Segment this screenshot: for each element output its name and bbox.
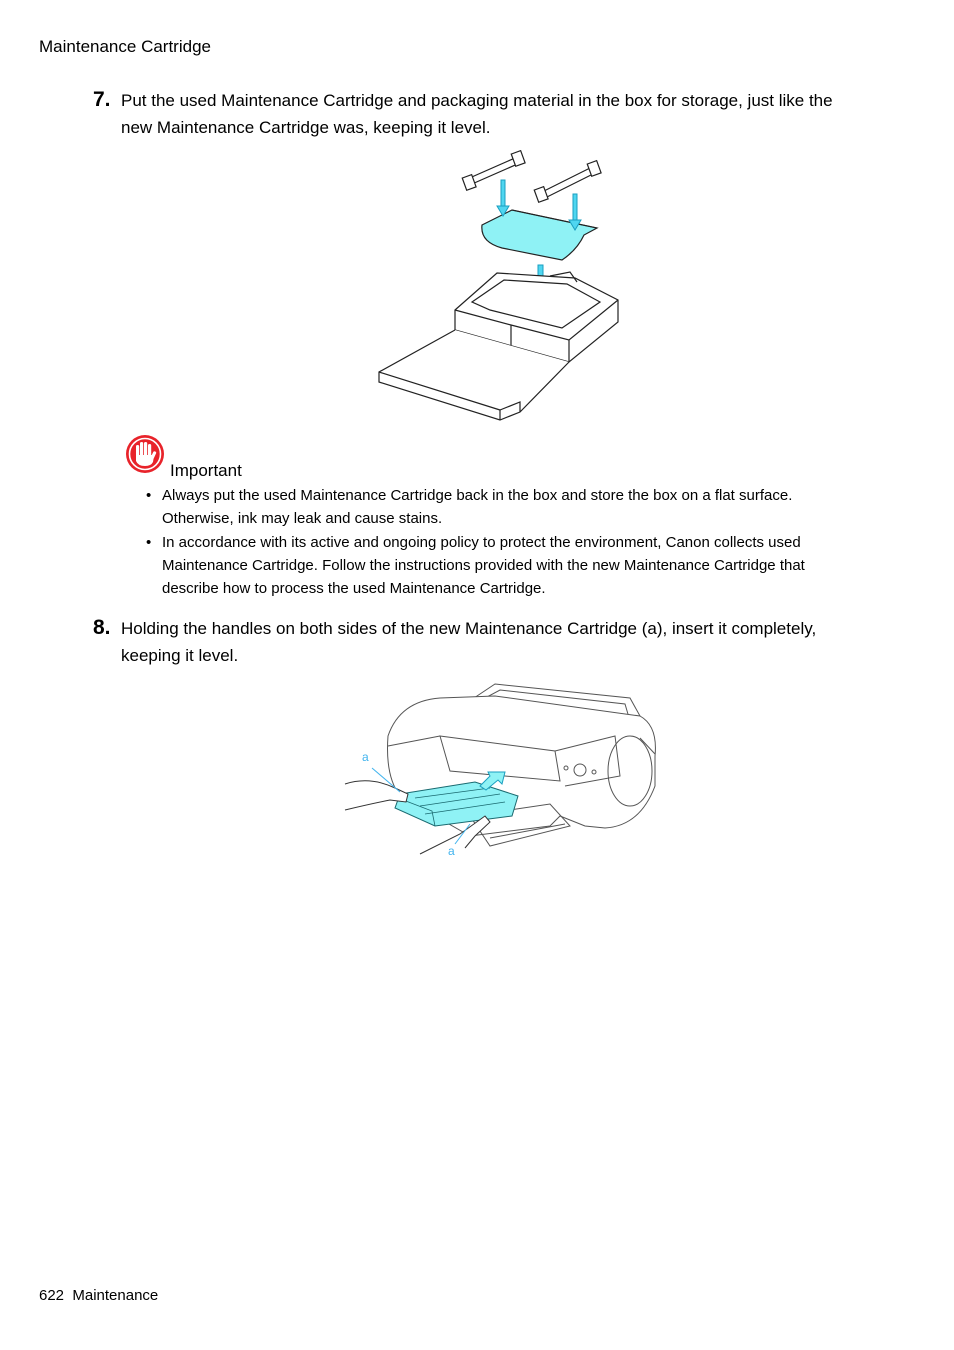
bullet-2-line-1: In accordance with its active and ongoing policy to protect the environment, Canon collects used	[162, 534, 801, 551]
running-header: Maintenance Cartridge	[39, 37, 211, 56]
figure-printer-insert	[340, 676, 660, 861]
step-7-text	[121, 87, 833, 141]
callout-label-a-bottom: a	[448, 844, 455, 858]
page-number: 622	[39, 1287, 65, 1304]
bullet-2-line-2: Maintenance Cartridge. Follow the instructions provided with the new Maintenance Cartridge that	[162, 557, 805, 574]
bullet-marker: •	[146, 534, 152, 551]
step-8-number: 8.	[93, 616, 111, 639]
step-8-line-2: keeping it level.	[121, 646, 239, 665]
step-8-line-1: Holding the handles on both sides of the new Maintenance Cartridge (a), insert it completely,	[121, 619, 817, 638]
figure-storage-box	[372, 150, 622, 425]
bullet-1-line-2: Otherwise, ink may leak and cause stains.	[162, 510, 443, 527]
stop-hand-icon	[125, 434, 165, 474]
important-bullet-2	[146, 531, 876, 600]
step-7-line-2: new Maintenance Cartridge was, keeping it level.	[121, 118, 491, 137]
step-7-line-1: Put the used Maintenance Cartridge and packaging material in the box for storage, just like the	[121, 91, 833, 110]
callout-label-a-top: a	[362, 750, 369, 764]
bullet-marker: •	[146, 487, 152, 504]
step-7-number: 7.	[93, 88, 111, 111]
bullet-1-line-1: Always put the used Maintenance Cartridge back in the box and store the box on a flat surface.	[162, 487, 793, 504]
bullet-2-line-3: describe how to process the used Maintenance Cartridge.	[162, 580, 546, 597]
bullet-text	[162, 531, 862, 600]
important-bullet-1	[146, 484, 876, 530]
bullet-text	[162, 484, 862, 530]
important-label: Important	[170, 461, 242, 480]
step-8-text	[121, 615, 816, 669]
page-footer	[39, 1287, 158, 1304]
footer-section: Maintenance	[72, 1287, 159, 1304]
